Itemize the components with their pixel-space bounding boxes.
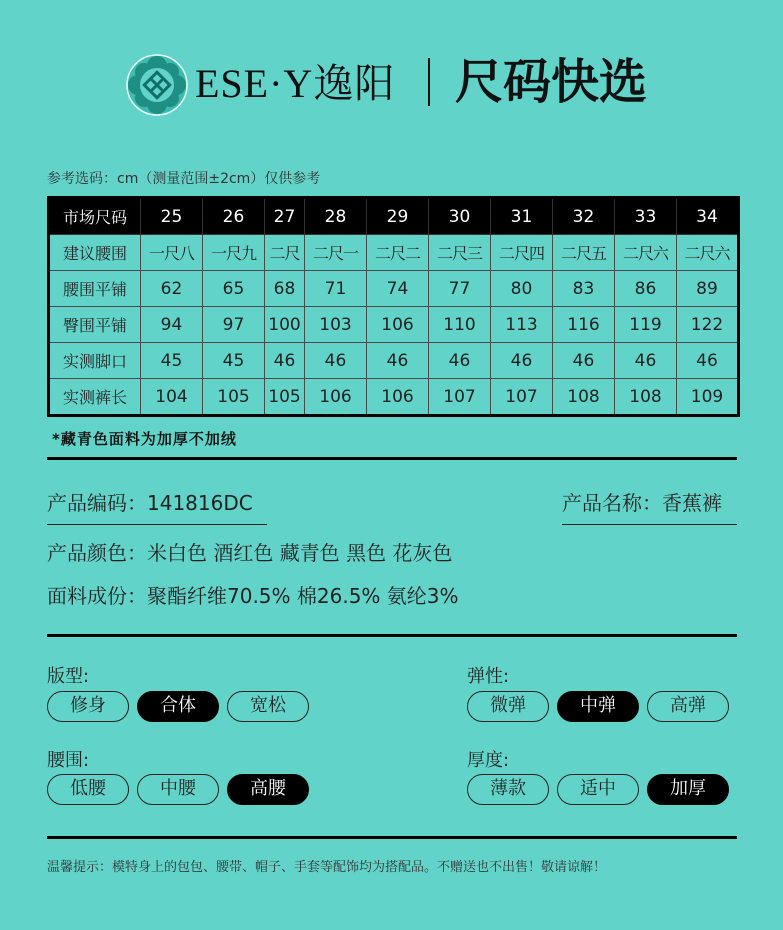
- product-colors: 产品颜色：米白色 酒红色 藏青色 黑色 花灰色: [47, 541, 453, 565]
- row-label: 腰围平铺: [49, 271, 141, 307]
- divider: [47, 457, 737, 460]
- table-cell: 107: [491, 379, 553, 416]
- header-divider: [428, 58, 430, 106]
- table-cell: 83: [553, 271, 615, 307]
- size-header-cell: 31: [491, 198, 553, 235]
- table-cell: 二尺二: [367, 235, 429, 271]
- fit-option-3[interactable]: 宽松: [227, 691, 309, 722]
- table-cell: 62: [141, 271, 203, 307]
- divider: [47, 836, 737, 839]
- table-cell: 45: [203, 343, 265, 379]
- table-cell: 106: [305, 379, 367, 416]
- table-cell: 二尺五: [553, 235, 615, 271]
- brand-logo-icon: [126, 54, 188, 116]
- table-row: [49, 343, 739, 379]
- underline: [562, 524, 737, 525]
- fit-option-1[interactable]: 修身: [47, 691, 129, 722]
- size-header-cell: 25: [141, 198, 203, 235]
- table-cell: 71: [305, 271, 367, 307]
- elasticity-option-2[interactable]: 中弹: [557, 691, 639, 722]
- table-cell: 97: [203, 307, 265, 343]
- waist-option-1[interactable]: 低腰: [47, 774, 129, 805]
- table-cell: 100: [265, 307, 305, 343]
- table-cell: 二尺六: [677, 235, 739, 271]
- thickness-label: 厚度:: [467, 750, 510, 771]
- page-title: 尺码快选: [455, 54, 648, 110]
- table-cell: 108: [615, 379, 677, 416]
- table-cell: 74: [367, 271, 429, 307]
- underline: [47, 524, 267, 525]
- table-cell: 113: [491, 307, 553, 343]
- fit-label: 版型:: [47, 666, 90, 687]
- elasticity-option-1[interactable]: 微弹: [467, 691, 549, 722]
- table-cell: 110: [429, 307, 491, 343]
- elasticity-option-3[interactable]: 高弹: [647, 691, 729, 722]
- table-cell: 二尺四: [491, 235, 553, 271]
- size-header-cell: 28: [305, 198, 367, 235]
- table-cell: 94: [141, 307, 203, 343]
- table-cell: 46: [677, 343, 739, 379]
- table-row: [49, 307, 739, 343]
- reference-note: 参考选码：cm（测量范围±2cm）仅供参考: [47, 171, 321, 187]
- table-row: [49, 235, 739, 271]
- table-cell: 46: [367, 343, 429, 379]
- table-cell: 46: [491, 343, 553, 379]
- table-cell: 二尺一: [305, 235, 367, 271]
- waist-option-3[interactable]: 高腰: [227, 774, 309, 805]
- thickness-option-3[interactable]: 加厚: [647, 774, 729, 805]
- size-header-cell: 29: [367, 198, 429, 235]
- fabric-note: *藏青色面料为加厚不加绒: [52, 430, 237, 448]
- table-cell: 80: [491, 271, 553, 307]
- thickness-option-2[interactable]: 适中: [557, 774, 639, 805]
- size-table: [47, 196, 740, 417]
- size-header-cell: 32: [553, 198, 615, 235]
- table-header-label: 市场尺码: [49, 198, 141, 235]
- table-cell: 65: [203, 271, 265, 307]
- waist-option-2[interactable]: 中腰: [137, 774, 219, 805]
- row-label: 实测裤长: [49, 379, 141, 416]
- table-cell: 一尺九: [203, 235, 265, 271]
- table-cell: 45: [141, 343, 203, 379]
- table-header-row: [49, 198, 739, 235]
- row-label: 臀围平铺: [49, 307, 141, 343]
- table-cell: 107: [429, 379, 491, 416]
- table-cell: 103: [305, 307, 367, 343]
- row-label: 实测脚口: [49, 343, 141, 379]
- table-cell: 46: [429, 343, 491, 379]
- table-cell: 46: [265, 343, 305, 379]
- size-header-cell: 30: [429, 198, 491, 235]
- table-cell: 二尺三: [429, 235, 491, 271]
- table-cell: 109: [677, 379, 739, 416]
- table-cell: 108: [553, 379, 615, 416]
- table-cell: 46: [615, 343, 677, 379]
- table-cell: 89: [677, 271, 739, 307]
- table-cell: 104: [141, 379, 203, 416]
- table-cell: 106: [367, 307, 429, 343]
- size-header-cell: 27: [265, 198, 305, 235]
- table-cell: 122: [677, 307, 739, 343]
- thickness-option-1[interactable]: 薄款: [467, 774, 549, 805]
- size-header-cell: 33: [615, 198, 677, 235]
- size-header-cell: 34: [677, 198, 739, 235]
- table-cell: 105: [203, 379, 265, 416]
- table-cell: 二尺六: [615, 235, 677, 271]
- table-cell: 二尺: [265, 235, 305, 271]
- product-name: 产品名称：香蕉裤: [562, 491, 722, 515]
- table-cell: 106: [367, 379, 429, 416]
- table-cell: 68: [265, 271, 305, 307]
- table-cell: 46: [305, 343, 367, 379]
- brand-name: ESE·Y逸阳: [195, 61, 396, 106]
- table-cell: 119: [615, 307, 677, 343]
- table-row: [49, 379, 739, 416]
- elasticity-label: 弹性:: [467, 666, 510, 687]
- table-cell: 77: [429, 271, 491, 307]
- table-cell: 一尺八: [141, 235, 203, 271]
- waist-label: 腰围:: [47, 750, 90, 771]
- table-cell: 46: [553, 343, 615, 379]
- table-row: [49, 271, 739, 307]
- table-cell: 86: [615, 271, 677, 307]
- fit-option-2[interactable]: 合体: [137, 691, 219, 722]
- table-cell: 116: [553, 307, 615, 343]
- product-material: 面料成份：聚酯纤维70.5% 棉26.5% 氨纶3%: [47, 584, 459, 608]
- divider: [47, 634, 737, 637]
- size-header-cell: 26: [203, 198, 265, 235]
- footer-note: 温馨提示：模特身上的包包、腰带、帽子、手套等配饰均为搭配品。不赠送也不出售！敬请谅解！: [47, 860, 607, 875]
- table-cell: 105: [265, 379, 305, 416]
- row-label: 建议腰围: [49, 235, 141, 271]
- product-code: 产品编码：141816DC: [47, 491, 253, 515]
